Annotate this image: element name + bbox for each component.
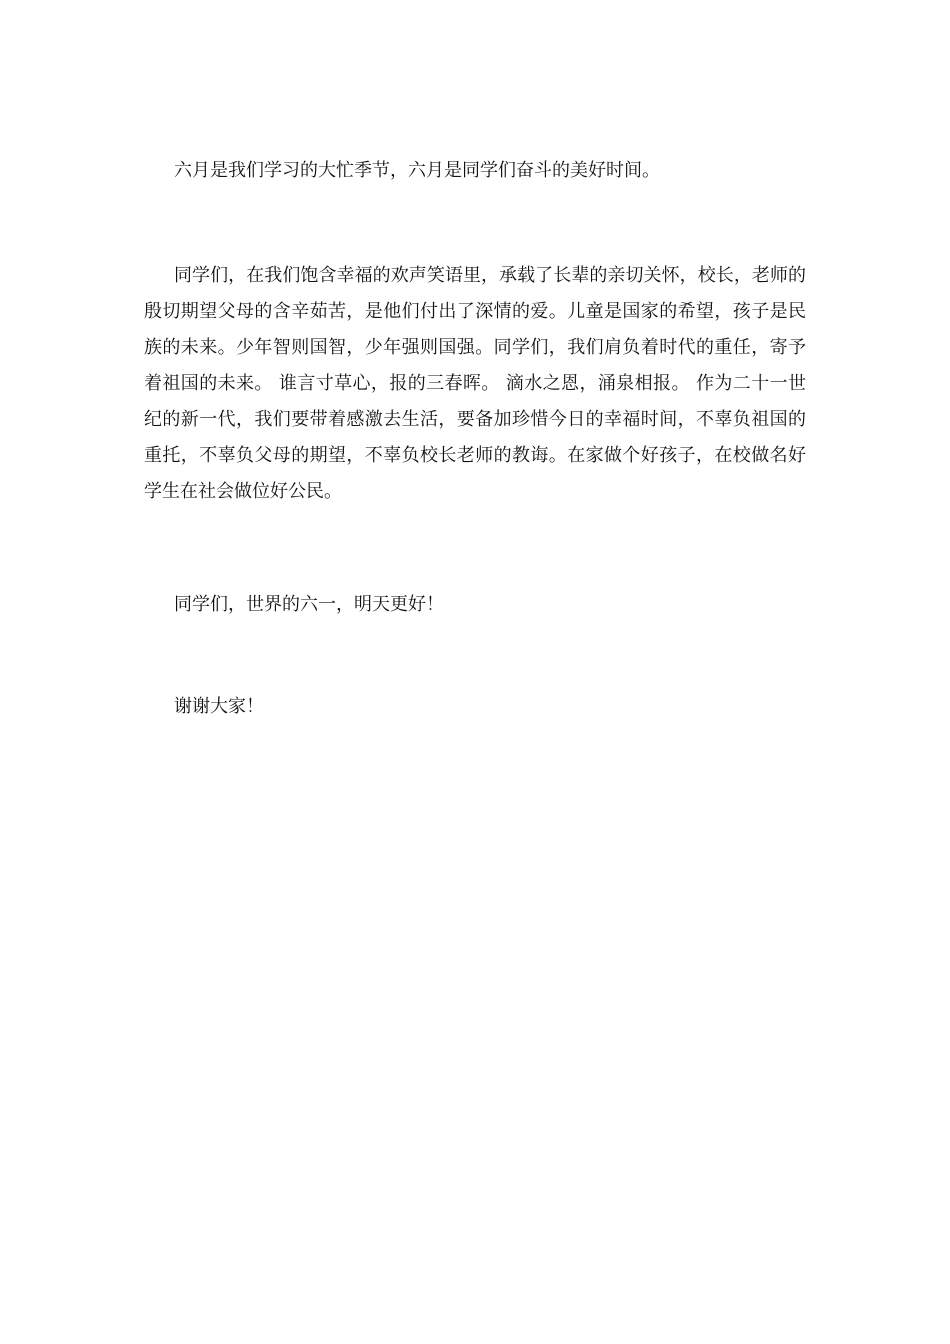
paragraph-thanks: 谢谢大家！ [174, 696, 264, 717]
paragraph-intro: 六月是我们学习的大忙季节，六月是同学们奋斗的美好时间。 [174, 160, 660, 181]
paragraph-body: 同学们，在我们饱含幸福的欢声笑语里，承载了长辈的亲切关怀，校长，老师的殷切期望父母的含辛茹苦，是他们付出了深情的爱。儿童是国家的希望，孩子是民族的未来。少年智则国智，少年强则国强。同学们，我们肩负着时代的重任，寄予着祖国的未来。 谁言寸草心，报的三春晖。 滴水之恩，涌泉相报。 作为二十一世纪的新一代，我们要带着感激去生活，要备加珍惜今日的幸福时间，不辜负祖国的重托，不辜负父母的期望，不辜负校长老师的教诲。在家做个好孩子，在校做名好学生在社会做位好公民。 [144, 265, 806, 502]
paragraph-closing: 同学们，世界的六一，明天更好！ [174, 594, 444, 615]
